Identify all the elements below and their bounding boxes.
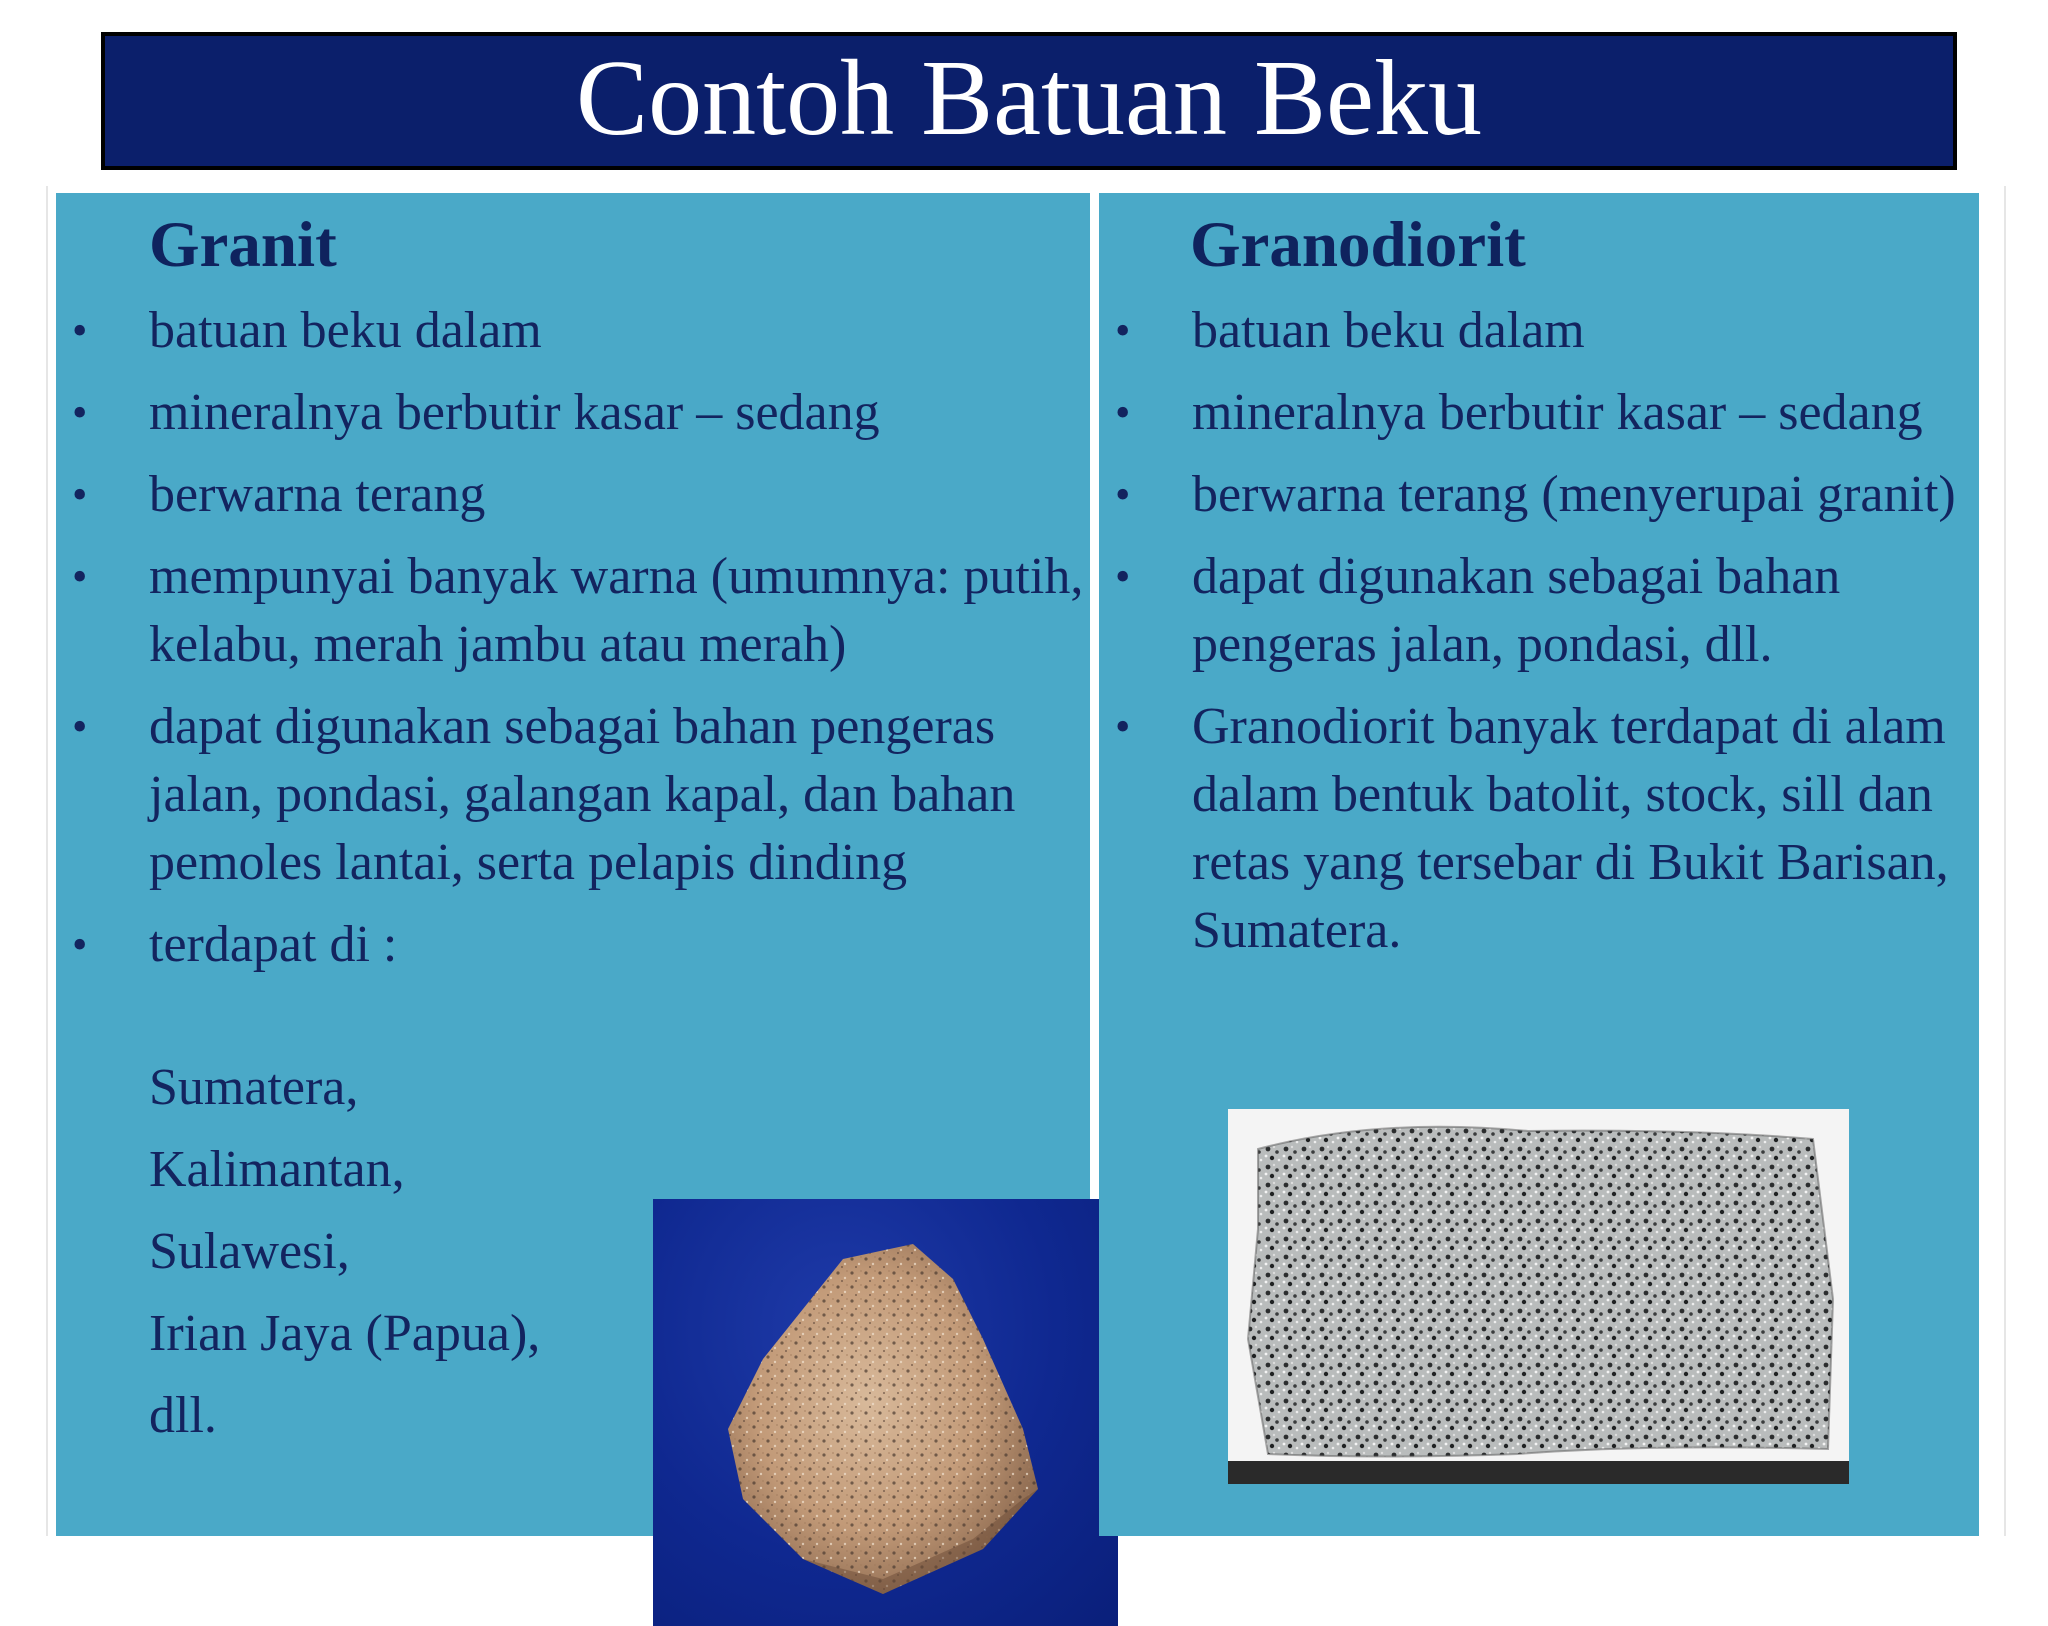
location-item: Irian Jaya (Papua), (149, 1305, 541, 1362)
granodiorite-heading: Granodiorit (1190, 209, 1526, 281)
location-item: Sumatera, (149, 1059, 359, 1116)
location-item: Sulawesi, (149, 1223, 350, 1280)
granite-panel (56, 193, 1090, 1536)
location-item: Kalimantan, (149, 1141, 405, 1198)
granite-photo (653, 1199, 1118, 1626)
list-item: • mineralnya berbutir kasar – sedang (56, 379, 1090, 447)
list-item: • batuan beku dalam (1099, 297, 1969, 365)
list-item: • mineralnya berbutir kasar – sedang (1099, 379, 1969, 447)
list-item: • terdapat di : (56, 911, 1090, 979)
list-item: • batuan beku dalam (56, 297, 1090, 365)
list-item: • berwarna terang (menyerupai granit) (1099, 461, 1969, 529)
list-item: • berwarna terang (56, 461, 1090, 529)
bullet-icon: • (1115, 702, 1131, 751)
bullet-icon: • (72, 552, 88, 601)
granodiorite-rock-image (1228, 1109, 1849, 1484)
bullet-icon: • (72, 470, 88, 519)
location-item: dll. (149, 1387, 217, 1444)
bullet-icon: • (1115, 552, 1131, 601)
granodiorite-photo (1228, 1109, 1849, 1484)
slide-title: Contoh Batuan Beku (576, 39, 1482, 158)
list-item: • dapat digunakan sebagai bahan pengeras jalan, pondasi, galangan kapal, dan bahan pemoles lantai, serta pelapis dinding (56, 693, 1090, 897)
bullet-icon: • (1115, 306, 1131, 355)
list-item: • mempunyai banyak warna (umumnya: putih, kelabu, merah jambu atau merah) (56, 543, 1090, 679)
granodiorite-bullet-list (1099, 297, 1969, 979)
bullet-icon: • (72, 388, 88, 437)
granite-bullet-list (56, 297, 1090, 993)
granite-rock-image (653, 1199, 1118, 1626)
bullet-icon: • (1115, 470, 1131, 519)
bullet-icon: • (72, 920, 88, 969)
title-banner (101, 32, 1957, 170)
bullet-icon: • (72, 702, 88, 751)
granite-heading: Granit (149, 209, 337, 281)
list-item: • Granodiorit banyak terdapat di alam dalam bentuk batolit, stock, sill dan retas yang tersebar di Bukit Barisan, Sumatera. (1099, 693, 1969, 965)
bullet-icon: • (72, 306, 88, 355)
list-item: • dapat digunakan sebagai bahan pengeras jalan, pondasi, dll. (1099, 543, 1969, 679)
granite-location-list (149, 1047, 540, 1457)
bullet-icon: • (1115, 388, 1131, 437)
